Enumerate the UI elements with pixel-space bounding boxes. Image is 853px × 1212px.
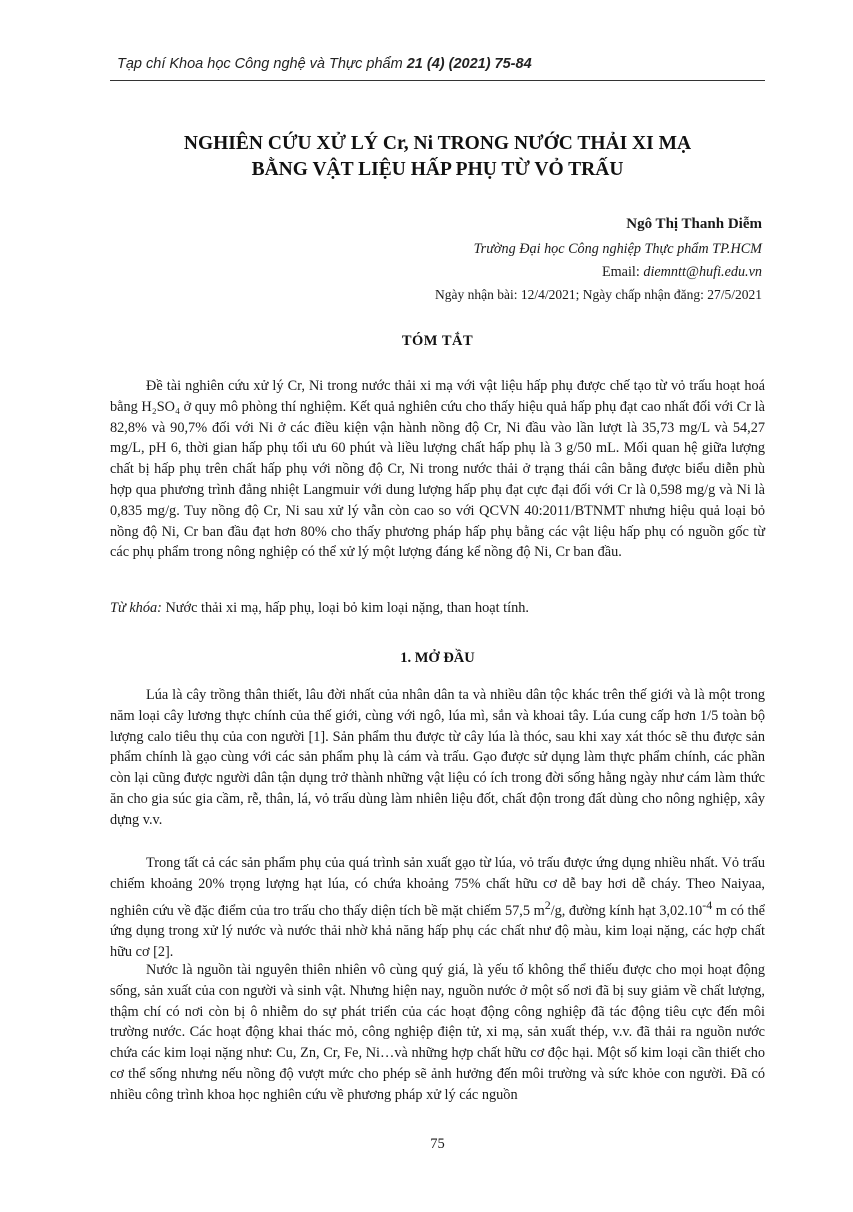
paragraph-text: Lúa là cây trồng thân thiết, lâu đời nhất của nhân dân ta và nhiều dân tộc khác trên thế giới và là một trong năm loại cây lương thực chính của thế giới, cùng với ngô, lúa mì, sắn và khoai tây. Lúa cung cấp hơn 1/5 toàn bộ lượng calo tiêu thụ của con người [1]. Sản phẩm thu được từ cây lúa là thóc, sau khi xay xát thóc sẽ thu được sản phẩm chính là gạo cùng với các sản phẩm phụ là cám và trấu. Gạo được sử dụng làm thực phẩm chính, các phần còn lại cũng được người dân tận dụng trở thành những vật liệu có ích trong đời sống hằng ngày như cám làm thức ăn cho gia súc gia cầm, rễ, thân, lá, vỏ trấu dùng làm nhiên liệu đốt, chất độn trong đất dùng cho nông nghiệp, xây dựng v.v. (110, 687, 765, 828)
email-address[interactable]: diemntt@hufi.edu.vn (643, 264, 762, 280)
paragraph-text: Nước là nguồn tài nguyên thiên nhiên vô cùng quý giá, là yếu tố không thể thiếu được cho mọi hoạt động sống, sản xuất của con người và sinh vật. Nhưng hiện nay, nguồn nước ở một số nơi đã bị suy giảm về chất lượng, thậm chí có nơi còn bị ô nhiễm do sự phát triển của các hoạt động công nghiệp đã tác động tiêu cực đến môi trường nước. Các hoạt động khai thác mỏ, công nghiệp điện tử, xi mạ, sản xuất thép, v.v. đã thải ra nguồn nước chứa các kim loại nặng như: Cu, Zn, Cr, Fe, Ni…và những hợp chất hữu cơ độc hại. Một số kim loại cần thiết cho cơ thể sống nhưng nếu nồng độ vượt mức cho phép sẽ ảnh hưởng đến môi trường và sức khỏe con người. Đã có nhiều công trình khoa học nghiên cứu về phương pháp xử lý các nguồn (110, 962, 765, 1103)
title-line-1: NGHIÊN CỨU XỬ LÝ Cr, Ni TRONG NƯỚC THẢI XI MẠ (183, 133, 692, 154)
chemical-formula: H₂SO₄ (141, 398, 180, 415)
section-heading: 1. MỞ ĐẦU (400, 650, 475, 666)
superscript: 2 (544, 897, 551, 912)
abstract-text-1: Đề tài nghiên cứu xử lý Cr, Ni trong nước thải xi mạ với vật liệu hấp phụ được chế tạo từ vỏ trấu hoạt hoá bằng (110, 378, 765, 415)
author-affiliation: Trường Đại học Công nghiệp Thực phẩm TP.HCM (473, 241, 762, 257)
abstract-paragraph (110, 376, 765, 563)
author-email (602, 263, 762, 281)
abstract-body (110, 376, 765, 563)
abstract-text-2: ở quy mô phòng thí nghiệm. Kết quả nghiên cứu cho thấy hiệu quả hấp phụ đạt cao nhất đối với Cr là 82,8% và 90,7% đối với Ni ở các điều kiện vận hành nồng độ Cr, Ni đầu vào lần lượt là 35,73 mg/L và 54,27 mg/L, pH 6, thời gian hấp phụ tối ưu 60 phút và liều lượng chất hấp phụ là 3 g/50 mL. Mối quan hệ giữa lượng chất bị hấp phụ trên chất hấp phụ với nồng độ Cr, Ni trong nước thải ở trạng thái cân bằng được biểu diễn phù hợp qua phương trình đẳng nhiệt Langmuir với dung lượng hấp phụ đạt cực đại đối với Cr là 0,598 mg/g và Ni là 0,835 mg/g. Tuy nồng độ Cr, Ni sau xử lý vẫn còn cao so với QCVN 40:2011/BTNMT nhưng hiệu quả loại bỏ nồng độ Ni, Cr ban đầu đạt hơn 80% cho thấy phương pháp hấp phụ bằng các vật liệu hấp phụ có nguồn gốc từ các phụ phẩm trong nông nghiệp có thể xử lý một lượng đáng kể nồng độ Ni, Cr ban đầu. (110, 398, 765, 561)
page-number: 75 (430, 1136, 445, 1152)
keywords-label: Từ khóa: (110, 600, 162, 616)
paper-title (110, 131, 765, 183)
author-name: Ngô Thị Thanh Diễm (626, 216, 762, 232)
submission-dates: Ngày nhận bài: 12/4/2021; Ngày chấp nhận đăng: 27/5/2021 (435, 287, 762, 302)
keywords (110, 598, 765, 618)
paragraph-text (110, 853, 765, 963)
title-line-2: BẰNG VẬT LIỆU HẤP PHỤ TỪ VỎ TRẤU (251, 159, 624, 180)
body-paragraph-1 (110, 685, 765, 831)
abstract-heading: TÓM TẮT (401, 333, 474, 349)
superscript: -4 (702, 897, 713, 912)
journal-volume: 21 (4) (2021) 75-84 (406, 56, 532, 72)
header-divider (110, 80, 765, 81)
journal-header (117, 56, 737, 72)
email-label: Email: (601, 264, 644, 280)
body-paragraph-2 (110, 853, 765, 963)
body-paragraph-3 (110, 960, 765, 1106)
p2-text-3: m có thể ứng dụng trong xử lý nước và nước thải nhờ khả năng hấp phụ các chất như độ màu, kim loại nặng, các hợp chất hữu cơ [2]. (110, 902, 765, 960)
p2-text-1: Trong tất cả các sản phẩm phụ của quá trình sản xuất gạo từ lúa, vỏ trấu được ứng dụng nhiều nhất. Vỏ trấu chiếm khoảng 20% trọng lượng hạt lúa, có chứa khoảng 75% chất hữu cơ dễ bay hơi dễ cháy. Theo Naiyaa, nghiên cứu về đặc điểm của tro trấu cho thấy diện tích bề mặt chiếm 57,5 m (110, 855, 765, 919)
p2-text-2: /g, đường kính hạt 3,02.10 (550, 902, 703, 919)
journal-name: Tạp chí Khoa học Công nghệ và Thực phẩm (117, 56, 403, 72)
keywords-list: Nước thải xi mạ, hấp phụ, loại bỏ kim loại nặng, than hoạt tính. (161, 600, 529, 616)
